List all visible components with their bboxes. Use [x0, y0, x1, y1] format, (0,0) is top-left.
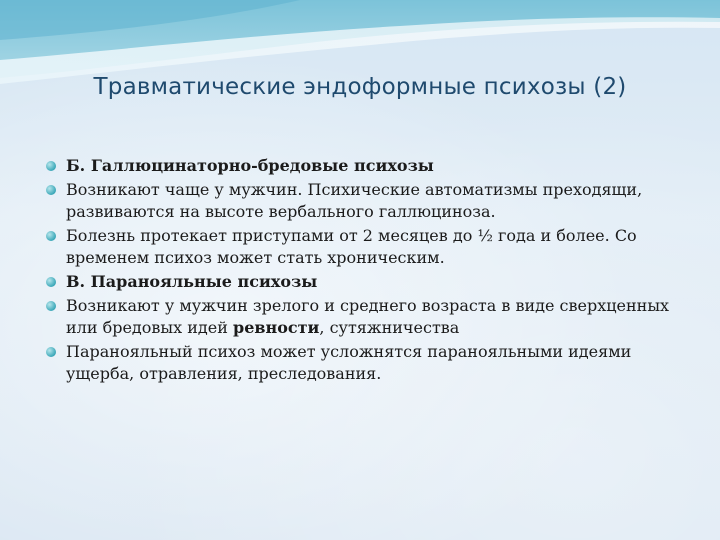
bullet-text: Болезнь протекает приступами от 2 месяцев до ½ года и более. Со временем психоз может стать хроническим. — [66, 226, 637, 267]
bullet-text: Возникают чаще у мужчин. Психические автоматизмы преходящи, развиваются на высоте вербального галлюциноза. — [66, 180, 643, 221]
bullet-dot-icon — [46, 277, 56, 287]
list-item — [46, 225, 682, 269]
bullet-dot-icon — [46, 161, 56, 171]
list-item — [46, 295, 682, 339]
bullet-list — [46, 155, 682, 385]
bullet-dot-icon — [46, 185, 56, 195]
bullet-dot-icon — [46, 301, 56, 311]
list-item — [46, 341, 682, 385]
slide-title: Травматические эндоформные психозы (2) — [93, 74, 627, 100]
list-item — [46, 179, 682, 223]
list-item — [46, 271, 682, 293]
bullet-list-container — [46, 155, 682, 387]
subheading-hallucinatory: Б. Галлюцинаторно-бредовые психозы — [66, 156, 434, 175]
bullet-dot-icon — [46, 231, 56, 241]
list-item — [46, 155, 682, 177]
bullet-text: Паранояльный психоз может усложнятся паранояльными идеями ущерба, отравления, преследования. — [66, 342, 632, 383]
bullet-dot-icon — [46, 347, 56, 357]
bullet-text: Возникают у мужчин зрелого и среднего возраста в виде сверхценных или бредовых идей — [66, 296, 670, 337]
bullet-text: , сутяжничества — [319, 318, 460, 337]
subheading-paranoial: В. Паранояльные психозы — [66, 272, 318, 291]
emphasis-jealousy: ревности — [233, 318, 320, 337]
